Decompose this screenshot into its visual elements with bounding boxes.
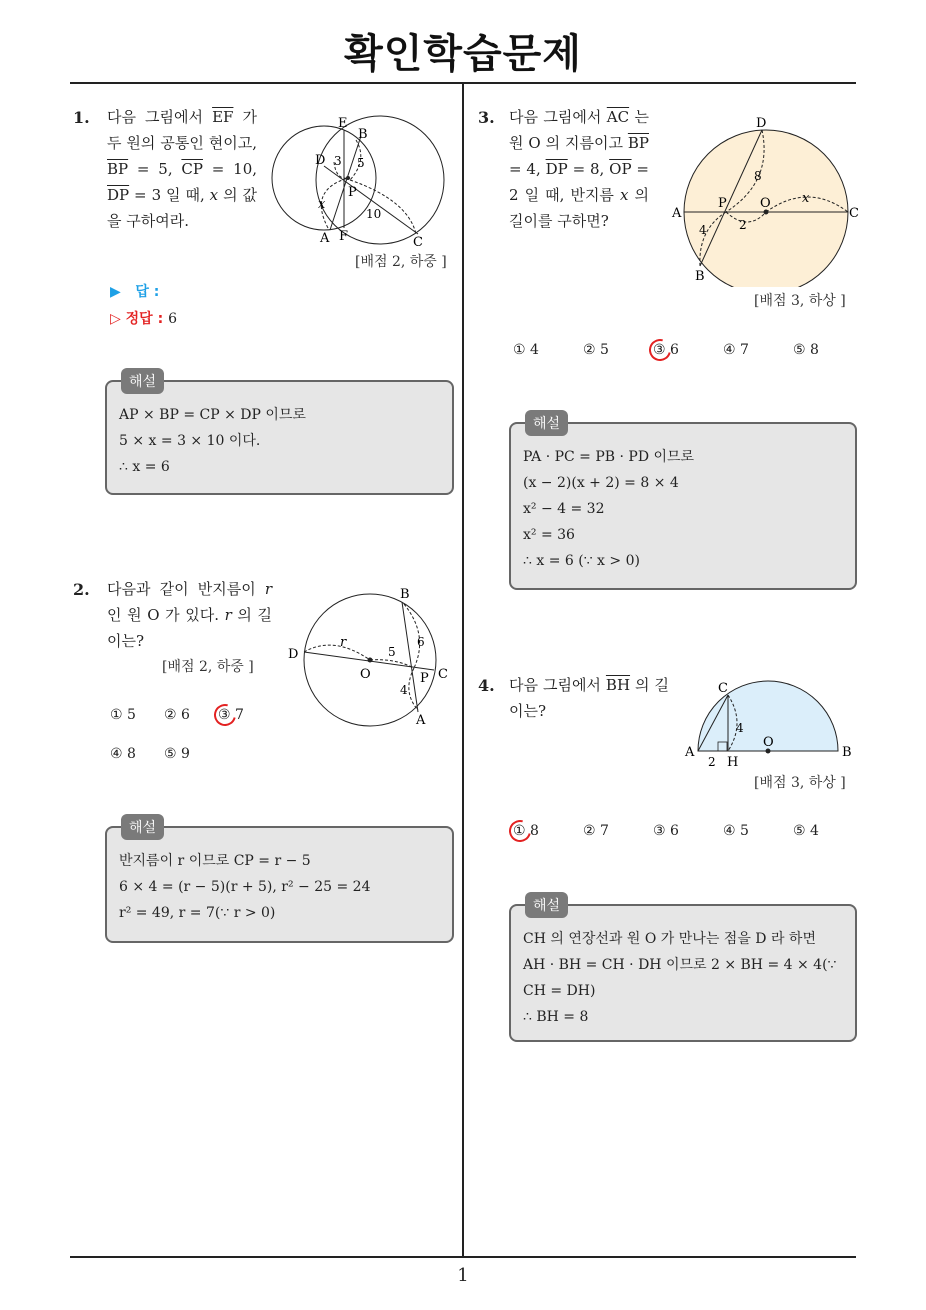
q4-label-c: C bbox=[718, 681, 728, 696]
bottom-rule bbox=[70, 1256, 856, 1258]
q4-choice-3[interactable]: ③ 6 bbox=[653, 823, 679, 839]
q2-label-o: O bbox=[360, 667, 371, 682]
q2-label-4: 4 bbox=[400, 683, 408, 697]
page-title: 확인학습문제 bbox=[344, 31, 582, 77]
q3-solution-line: (x − 2)(x + 2) = 8 × 4 bbox=[523, 475, 679, 491]
q1-solution-line: 5 × x = 3 × 10 이다. bbox=[119, 433, 261, 449]
q1-label-5: 5 bbox=[357, 156, 365, 170]
q3-choice-3[interactable]: ③ 6 bbox=[653, 342, 679, 358]
q4-choice-2[interactable]: ② 7 bbox=[583, 823, 609, 839]
q3-number: 3. bbox=[478, 108, 495, 127]
q2-arc-r bbox=[304, 645, 370, 660]
q3-label-c: C bbox=[849, 206, 859, 221]
q2-choice-1[interactable]: ① 5 bbox=[110, 707, 136, 723]
q1-correct-row: ▷ 정답 : 6 bbox=[110, 311, 177, 327]
q1-solution-tag: 해설 bbox=[121, 368, 164, 394]
q4-selected-mark-icon bbox=[505, 816, 535, 846]
q1-label-a: A bbox=[320, 231, 330, 246]
q2-label-b: B bbox=[400, 587, 410, 602]
q2-label-a: A bbox=[416, 713, 426, 728]
q1-solution-line: AP × BP = CP × DP 이므로 bbox=[119, 407, 306, 423]
q1-label-d: D bbox=[315, 153, 326, 168]
q1-label-c: C bbox=[413, 235, 423, 250]
q3-label-a: A bbox=[672, 206, 682, 221]
q4-label-2: 2 bbox=[708, 755, 716, 769]
q3-selected-mark-icon bbox=[645, 335, 675, 365]
q3-label-x: x bbox=[802, 191, 810, 206]
q1-solution-line: ∴ x = 6 bbox=[119, 459, 170, 475]
q4-text: 다음 그림에서 $\overline{BH}$ 의 길이는? bbox=[509, 676, 669, 720]
q4-choice-1[interactable]: ① 8 bbox=[513, 823, 539, 839]
q3-solution-line: x² − 4 = 32 bbox=[523, 501, 605, 517]
q1-figure bbox=[268, 110, 458, 250]
q4-solution-tag: 해설 bbox=[525, 892, 568, 918]
q2-choice-2[interactable]: ② 6 bbox=[164, 707, 190, 723]
q2-solution-tag: 해설 bbox=[121, 814, 164, 840]
q1-label-10: 10 bbox=[366, 207, 382, 221]
q3-label-d: D bbox=[756, 116, 767, 131]
q2-choice-4[interactable]: ④ 8 bbox=[110, 746, 136, 762]
q3-text: 다음 그림에서 $\overline{AC}$ 는 원 O 의 지름이고 $\overline{BP} = 4$, $\overline{DP} = 8$, $\overline{OP} = 2$ 일 때, 반지름 x 의 길이를 구하면? bbox=[509, 108, 649, 230]
q2-number: 2. bbox=[73, 580, 90, 599]
q4-label-a: A bbox=[685, 745, 695, 760]
q2-label-5: 5 bbox=[388, 645, 396, 659]
q1-label-f: F bbox=[339, 229, 349, 244]
q3-label-4: 4 bbox=[699, 223, 707, 237]
q4-solution-line: AH · BH = CH · DH 이므로 2 × BH = 4 × 4(∵ bbox=[523, 957, 837, 973]
q3-solution-line: PA · PC = PB · PD 이므로 bbox=[523, 449, 695, 465]
q1-label-3: 3 bbox=[334, 154, 342, 168]
q3-score: [배점 3, 하상 ] bbox=[754, 293, 846, 309]
q3-solution-line: x² = 36 bbox=[523, 527, 575, 543]
q4-solution-line: CH 의 연장선과 원 O 가 만나는 점을 D 라 하면 bbox=[523, 931, 816, 947]
q3-solution-line: ∴ x = 6 (∵ x > 0) bbox=[523, 553, 640, 569]
q2-choice-3[interactable]: ③ 7 bbox=[218, 707, 244, 723]
q1-point-p bbox=[346, 176, 350, 180]
q2-label-d: D bbox=[288, 647, 299, 662]
q1-label-b: B bbox=[358, 127, 368, 142]
q1-answer-row[interactable]: ▶ 답 : bbox=[110, 284, 160, 300]
play-icon: ▶ bbox=[110, 284, 121, 300]
q1-line-ba bbox=[330, 136, 361, 230]
q4-label-o: O bbox=[763, 735, 774, 750]
q1-line-dc bbox=[324, 166, 418, 234]
q2-label-p: P bbox=[420, 671, 429, 686]
q4-solution-line: CH = DH) bbox=[523, 983, 596, 999]
q3-choice-4[interactable]: ④ 7 bbox=[723, 342, 749, 358]
q2-figure bbox=[284, 580, 454, 730]
q2-score: [배점 2, 하중 ] bbox=[162, 659, 254, 675]
q3-choice-2[interactable]: ② 5 bbox=[583, 342, 609, 358]
q3-label-b: B bbox=[695, 269, 705, 284]
q1-number: 1. bbox=[73, 108, 90, 127]
q4-solution-line: ∴ BH = 8 bbox=[523, 1009, 589, 1025]
q2-label-r: r bbox=[340, 635, 347, 650]
q3-solution-box bbox=[509, 416, 857, 590]
q2-solution-line: r² = 49, r = 7(∵ r > 0) bbox=[119, 905, 276, 921]
q4-choice-5[interactable]: ⑤ 4 bbox=[793, 823, 819, 839]
page-number: 1 bbox=[457, 1265, 469, 1286]
q3-choice-5[interactable]: ⑤ 8 bbox=[793, 342, 819, 358]
q3-label-p: P bbox=[718, 196, 727, 211]
q4-number: 4. bbox=[478, 676, 495, 695]
q2-label-6: 6 bbox=[417, 635, 425, 649]
q3-choice-1[interactable]: ① 4 bbox=[513, 342, 539, 358]
q4-figure bbox=[680, 678, 860, 770]
q2-label-c: C bbox=[438, 667, 448, 682]
q1-text: 다음 그림에서 $\overline{EF}$ 가 두 원의 공통인 현이고, $\overline{BP} = 5$, $\overline{CP} = 10$, $\overline{DP} = 3$ 일 때, x 의 값을 구하여라. bbox=[107, 108, 258, 230]
q1-label-p: P bbox=[348, 185, 357, 200]
q2-solution-line: 반지름이 r 이므로 CP = r − 5 bbox=[119, 853, 311, 869]
q2-selected-mark-icon bbox=[210, 700, 240, 730]
q2-text: 다음과 같이 반지름이 r 인 원 O 가 있다. r 의 길이는? bbox=[107, 580, 272, 650]
q1-score: [배점 2, 하중 ] bbox=[355, 254, 447, 270]
q4-choice-4[interactable]: ④ 5 bbox=[723, 823, 749, 839]
q2-choice-5[interactable]: ⑤ 9 bbox=[164, 746, 190, 762]
q3-solution-tag: 해설 bbox=[525, 410, 568, 436]
q2-solution-line: 6 × 4 = (r − 5)(r + 5), r² − 25 = 24 bbox=[119, 879, 371, 895]
play-outline-icon: ▷ bbox=[110, 311, 121, 327]
column-divider bbox=[462, 83, 464, 1258]
q1-label-e: E bbox=[338, 116, 348, 131]
q1-solution-box bbox=[105, 374, 454, 495]
q2-solution-box bbox=[105, 820, 454, 943]
q3-label-8: 8 bbox=[754, 169, 762, 183]
q3-label-o: O bbox=[760, 196, 771, 211]
q3-label-2: 2 bbox=[739, 218, 747, 232]
q4-label-4: 4 bbox=[736, 721, 744, 735]
q4-solution-box bbox=[509, 898, 857, 1042]
q4-score: [배점 3, 하상 ] bbox=[754, 775, 846, 791]
q4-label-h: H bbox=[727, 755, 739, 770]
q1-circle-right bbox=[316, 116, 444, 244]
q1-label-x: x bbox=[318, 197, 326, 212]
q2-point-o bbox=[368, 658, 373, 663]
q4-label-b: B bbox=[842, 745, 852, 760]
q3-figure bbox=[668, 112, 868, 287]
